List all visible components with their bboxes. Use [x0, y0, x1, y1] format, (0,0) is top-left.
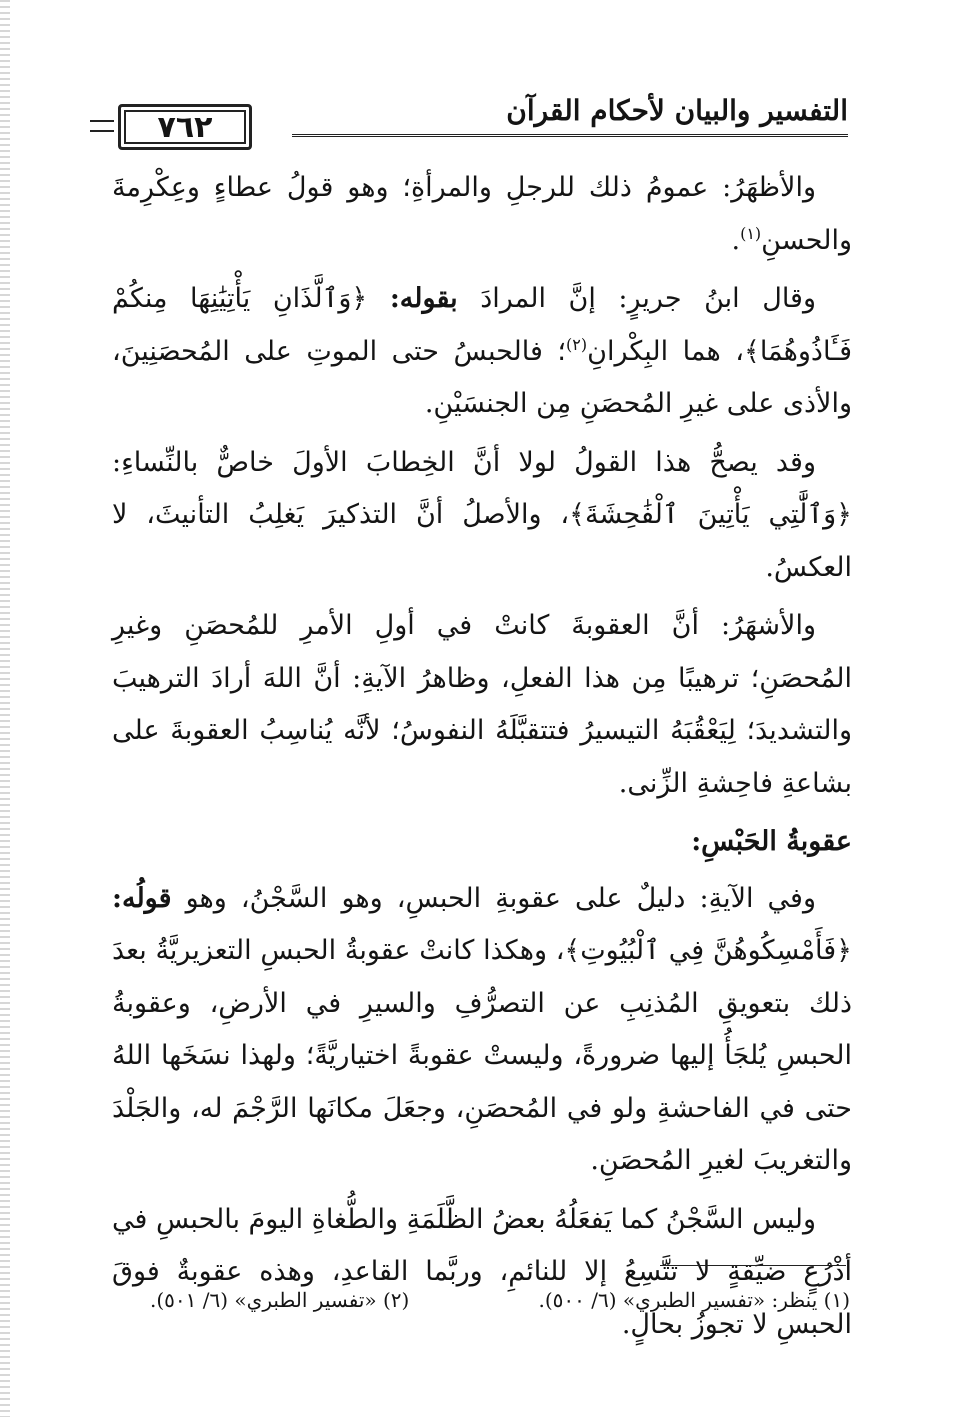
- quran-quote: ﴿وَٱلَّذَانِ يَأْتِيَٰنِهَا مِنكُمْ فَـَٔاذُوهُمَا﴾، هما البِكْرانِ: [112, 283, 853, 367]
- footnote-1: (١) ينظر: «تفسير الطبري» (٦/ ٥٠٠).: [538, 1288, 850, 1312]
- paragraph-5: وفي الآيةِ: دليلٌ على عقوبةِ الحبسِ، وهو السَّجْنُ، وهو قولُه: ﴿فَأَمْسِكُوهُنَّ فِي ٱلْبُيُوتِ﴾، وهكذا كانتْ عقوبةُ الحبسِ التعزيريَّةُ بعدَ ذلك بتعويقِ المُذنِبِ عن التصرُّفِ والسيرِ في الأرضِ، وعقوبةُ الحبسِ يُلجَأُ إليها ضرورةً، وليستْ عقوبةً اختياريَّةً؛ ولهذا نسَخَها اللهُ حتى في الفاحشةِ ولو في المُحصَنِ، وجعَلَ مكانَها الرَّجْمَ له، والجَلْدَ والتغريبَ لغيرِ المُحصَنِ.: [112, 882, 852, 1176]
- footnotes: [150, 1282, 850, 1322]
- paragraph-1: والأظهَرُ: عمومُ ذلك للرجلِ والمرأةِ؛ وهو قولُ عطاءٍ وعِكْرِمةَ والحسنِ$^{(١)}$.: [112, 172, 852, 256]
- title-box: [292, 86, 848, 137]
- book-title: التفسير والبيان لأحكام القرآن: [506, 94, 848, 127]
- paragraph-4: والأشهَرُ: أنَّ العقوبةَ كانتْ في أولِ الأمرِ للمُحصَنِ وغيرِ المُحصَنِ؛ ترهيبًا مِن هذا الفعلِ، وظاهرُ الآيةِ: أنَّ اللهَ أرادَ الترهيبَ والتشديدَ؛ لِيَعْقُبَهُ التيسيرُ فتتقبَّلَهُ النفوسُ؛ لأنَّه يُناسِبُ العقوبةَ على بشاعةِ فاحِشةِ الزِّنى.: [112, 610, 852, 799]
- scan-edge: [0, 0, 10, 1417]
- footnote-marker-1: (١): [740, 223, 762, 243]
- header-rule: [90, 120, 114, 132]
- paragraph-2: وقال ابنُ جريرٍ: إنَّ المرادَ بقوله: ﴿وَٱلَّذَانِ يَأْتِيَٰنِهَا مِنكُمْ فَـَٔاذُوهُمَا﴾، هما البِكْرانِ$^{(٢)}$؛ فالحبسُ حتى الموتِ على المُحصَنِينَ، والأذى على غيرِ المُحصَنِ مِن الجنسَيْنِ.: [112, 283, 853, 419]
- page-header: [96, 86, 848, 146]
- footnote-divider: [660, 1265, 846, 1266]
- main-text: [112, 162, 852, 1357]
- page-number-box: [118, 104, 252, 150]
- section-heading: عقوبةُ الحَبْسِ:: [691, 826, 852, 857]
- footnote-2: (٢) «تفسير الطبري» (٦/ ٥٠١).: [150, 1288, 410, 1312]
- paragraph-3: وقد يصحُّ هذا القولُ لولا أنَّ الخِطابَ الأولَ خاصٌّ بالنِّساءِ: ﴿وَٱلَّٰتِي يَأْتِينَ ٱلْفَٰحِشَةَ﴾، والأصلُ أنَّ التذكيرَ يَغلِبُ التأنيثَ، لا العكسُ.: [112, 446, 852, 583]
- paragraph-6: وليس السَّجْنُ كما يَفعَلُهُ بعضُ الظَّلَمَةِ والطُّغاةِ اليومَ بالحبسِ في أذْرُعٍ ضيِّقةٍ لا تتَّسِعُ إلا للنائمِ، وربَّما القاعدِ، وهذه عقوبةٌ فوقَ الحبسِ لا تجوزُ بحالٍ.: [112, 1203, 852, 1340]
- page-number: ٧٦٢: [157, 109, 213, 145]
- footnote-marker-2: (٢): [566, 334, 588, 354]
